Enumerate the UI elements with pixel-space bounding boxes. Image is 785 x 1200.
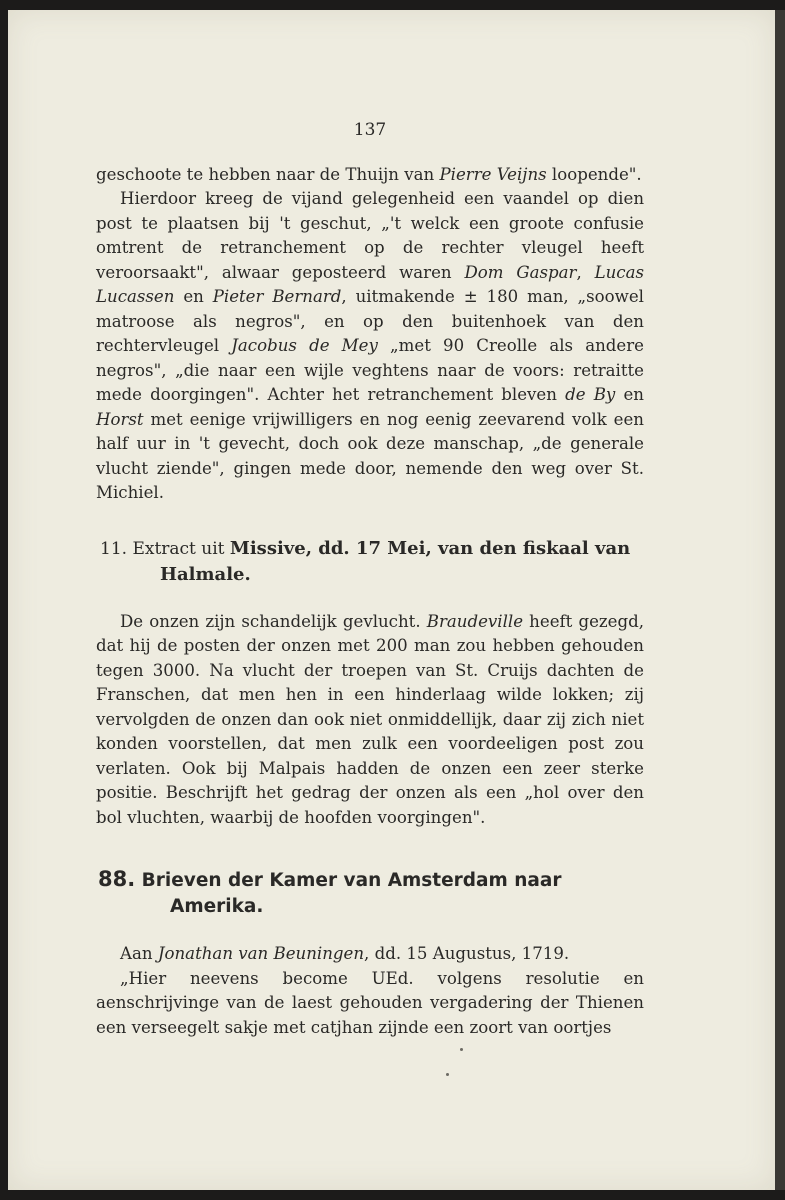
page-content (96, 118, 644, 1040)
section-heading-11: 11. Extract uit Missive, dd. 17 Mei, van den fiskaal van Halmale. (100, 537, 631, 585)
paragraph-retranchement: Hierdoor kreeg de vijand gelegenheid een vaandel op dien post te plaatsen bij 't geschut, „'t welck een groote confusie omtrent de retranchement op de rechter vleugel heeft veroorsaakt", alwaar geposteerd waren Dom Gaspar, Lucas Lucassen en Pieter Bernard, uitmakende ± 180 man, „soowel matroose als negros", en op den buitenhoek van den rechtervleugel Jacobus de Mey „met 90 Creolle als andere negros", „die naar een wijle veghtens naar de voors: retraitte mede doorgingen". Achter het retranchement bleven de By en Horst met eenige vrijwilligers en nog eenig zeevarend volk een half uur in 't gevecht, doch ook deze manschap, „de generale vlucht ziende", gingen mede door, nemende den weg over St. Michiel. (96, 189, 644, 502)
paper-speck (460, 1048, 463, 1051)
page-number: 137 (353, 120, 387, 140)
paragraph-gevlucht: De onzen zijn schandelijk gevlucht. Braudeville heeft gezegd, dat hij de posten der onzen met 200 man zou hebben gehouden tegen 3000. Na vlucht der troepen van St. Cruijs dachten de Franschen, dat men hen in een hinderlaag wilde lokken; zij vervolgden de onzen dan ook niet onmiddellijk, daar zij zich niet konden voorstellen, dat men zulk een voordeeligen post zou verlaten. Ook bij Malpais hadden de onzen een zeer sterke positie. Beschrijft het gedrag der onzen als een „hol over den bol vluchten, waarbij de hoofden voorgingen". (96, 611, 644, 827)
letter-body: „Hier neevens become UEd. volgens resolutie en aenschrijvinge van de laest gehouden vergadering der Thienen een verseegelt sakje met catjhan zijnde een zoort van oortjes (96, 968, 644, 1037)
paper-speck (446, 1073, 449, 1076)
section-heading-88: 88. Brieven der Kamer van Amsterdam naar Amerika. (98, 867, 562, 917)
letter-address: Aan Jonathan van Beuningen, dd. 15 Augustus, 1719. (120, 944, 570, 963)
page-edge (775, 10, 785, 1190)
paragraph-continued: geschoote te hebben naar de Thuijn van Pierre Veijns loopende". (96, 164, 642, 184)
